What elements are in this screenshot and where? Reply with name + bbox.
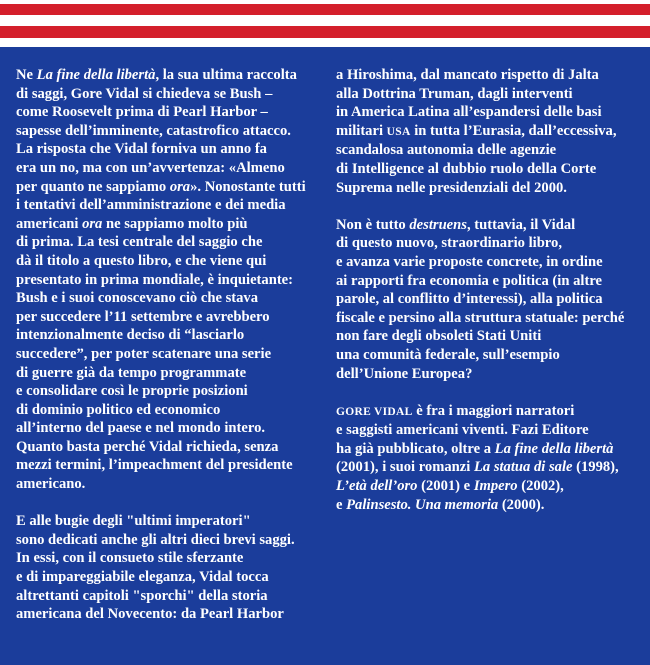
text-run: era un no, ma con un’avvertenza: «Almeno — [16, 159, 285, 176]
text-run: all’interno del paese e nel mondo intero. — [16, 420, 266, 437]
text-run: come Roosevelt prima di Pearl Harbor – — [16, 104, 268, 121]
left-column — [16, 66, 332, 642]
text-run: e — [336, 496, 347, 513]
text-run: e consolidare così le proprie posizioni — [16, 383, 248, 400]
text-line — [336, 421, 636, 440]
text-line — [16, 475, 332, 494]
small-caps-run: USA — [386, 125, 411, 138]
text-run: succedere”, per poter scatenare una serie — [16, 345, 272, 362]
text-line — [336, 141, 636, 160]
text-run: americani — [16, 215, 83, 232]
text-run: militari — [336, 122, 387, 139]
text-run: Bush e i suoi conoscevano ciò che stava — [16, 290, 259, 307]
paragraph — [16, 66, 332, 494]
text-line — [16, 605, 332, 624]
text-run: scandalosa autonomia delle agenzie — [336, 142, 557, 159]
text-line — [336, 272, 636, 291]
text-line — [336, 440, 636, 459]
text-line — [16, 456, 332, 475]
text-line — [336, 365, 636, 384]
text-run: La risposta che Vidal forniva un anno fa — [16, 141, 267, 158]
text-run: Quanto basta perché Vidal richieda, senza — [16, 438, 279, 455]
text-line — [16, 103, 332, 122]
text-run: americano. — [16, 476, 86, 493]
text-line — [336, 234, 636, 253]
paragraph — [336, 66, 636, 197]
text-line — [336, 496, 636, 515]
text-run: in America Latina all’espandersi delle basi — [336, 104, 602, 121]
text-run: Non è tutto — [336, 216, 410, 233]
text-line — [16, 308, 332, 327]
text-run: fiscale e persino alla struttura statuale: perché — [336, 309, 625, 326]
text-line — [336, 402, 636, 422]
text-line — [16, 252, 332, 271]
text-line — [336, 122, 636, 142]
text-run: , la sua ultima raccolta — [155, 67, 297, 83]
text-line — [16, 85, 332, 104]
text-line — [336, 458, 636, 477]
text-run: e saggisti americani viventi. Fazi Editore — [336, 422, 589, 439]
text-run: presentato in prima mondiale, è inquietante: — [16, 271, 294, 288]
text-line — [336, 327, 636, 346]
italic-run: La fine della libertà — [36, 67, 156, 83]
text-run: ha già pubblicato, oltre a — [336, 440, 495, 457]
text-run: E alle bugie degli "ultimi imperatori" — [16, 513, 251, 530]
text-run: Ne — [16, 67, 37, 83]
text-line — [16, 178, 332, 197]
text-run: (2002), — [517, 478, 564, 495]
text-line — [16, 326, 332, 345]
italic-run: Palinsesto. Una memoria — [346, 496, 499, 513]
right-column — [336, 66, 636, 533]
text-run: ai rapporti fra economia e politica (in altre — [336, 272, 603, 289]
text-line — [16, 531, 332, 550]
text-line — [16, 66, 332, 85]
text-run: una comunità federale, sull’esempio — [336, 346, 560, 363]
text-line — [336, 103, 636, 122]
italic-run: ora — [82, 215, 103, 232]
text-run: intenzionalmente deciso di “lasciarlo — [16, 327, 245, 344]
text-run: di prima. La tesi centrale del saggio che — [16, 234, 263, 251]
text-line — [336, 179, 636, 198]
text-run: sono dedicati anche gli altri dieci brevi saggi. — [16, 531, 295, 548]
text-line — [16, 401, 332, 420]
text-run: In essi, con il consueto stile sferzante — [16, 550, 244, 567]
italic-run: destruens — [409, 216, 467, 233]
text-run: per quanto ne sappiamo — [16, 178, 170, 195]
text-run: (2000). — [498, 496, 545, 513]
text-line — [16, 568, 332, 587]
text-line — [336, 346, 636, 365]
red-stripe-top — [0, 4, 650, 15]
text-run: in tutta l’Eurasia, dall’eccessiva, — [410, 122, 617, 139]
italic-run: L’età dell’oro — [336, 478, 418, 495]
text-run: e avanza varie proposte concrete, in ordine — [336, 253, 603, 270]
text-run: americana del Novecento: da Pearl Harbor — [16, 606, 284, 623]
text-line — [336, 160, 636, 179]
text-line — [16, 512, 332, 531]
text-line — [336, 309, 636, 328]
text-line — [336, 290, 636, 309]
text-run: altrettanti capitoli "sporchi" della storia — [16, 587, 268, 604]
text-run: a Hiroshima, dal mancato rispetto di Jalta — [336, 67, 599, 83]
text-run: per succedere l’11 settembre e avrebbero — [16, 308, 270, 325]
text-run: di guerre già da tempo programmate — [16, 364, 247, 381]
text-run: , tuttavia, il Vidal — [466, 216, 576, 233]
text-run: non fare degli obsoleti Stati Uniti — [336, 328, 542, 345]
red-stripe-bottom — [0, 26, 650, 38]
text-line — [336, 216, 636, 235]
text-run: ne sappiamo molto più — [102, 215, 248, 232]
text-run: di questo nuovo, straordinario libro, — [336, 235, 562, 252]
text-run: (2001) e — [417, 478, 474, 495]
text-line — [16, 233, 332, 252]
text-line — [16, 587, 332, 606]
text-line — [336, 477, 636, 496]
text-run: (1998), — [572, 459, 619, 476]
text-run: è fra i maggiori narratori — [412, 402, 575, 419]
text-line — [16, 159, 332, 178]
text-run: parole, al conflitto d’interessi), alla politica — [336, 291, 603, 308]
text-line — [16, 196, 332, 215]
text-run: ». Nonostante tutti — [190, 178, 306, 195]
text-run: dà il titolo a questo libro, e che viene qui — [16, 252, 267, 269]
text-run: di dominio politico ed economico — [16, 401, 221, 418]
text-run: e di impareggiabile eleganza, Vidal tocca — [16, 569, 269, 586]
text-run: (2001), i suoi romanzi — [336, 459, 474, 476]
italic-run: La statua di sale — [473, 459, 573, 476]
paragraph — [16, 512, 332, 624]
text-line — [336, 85, 636, 104]
text-run: di saggi, Gore Vidal si chiedeva se Bush – — [16, 85, 273, 102]
text-line — [16, 345, 332, 364]
italic-run: Impero — [473, 478, 518, 495]
paragraph — [336, 216, 636, 383]
text-run: alla Dottrina Truman, dagli interventi — [336, 85, 573, 102]
text-line — [16, 215, 332, 234]
text-run: di Intelligence al dubbio ruolo della Corte — [336, 160, 597, 177]
italic-run: ora — [169, 178, 191, 195]
text-line — [16, 271, 332, 290]
text-line — [16, 122, 332, 141]
text-run: mezzi termini, l’impeachment del presidente — [16, 457, 293, 474]
text-line — [336, 253, 636, 272]
italic-run: La fine della libertà — [494, 440, 614, 457]
small-caps-run: GORE VIDAL — [336, 405, 413, 418]
text-line — [16, 289, 332, 308]
text-line — [16, 140, 332, 159]
text-run: i tentativi dell’amministrazione e dei media — [16, 197, 286, 214]
text-run: sapesse dell’imminente, catastrofico attacco. — [16, 122, 291, 139]
text-line — [16, 438, 332, 457]
text-line — [16, 382, 332, 401]
text-line — [336, 66, 636, 85]
text-line — [16, 419, 332, 438]
text-run: Suprema nelle presidenziali del 2000. — [336, 179, 567, 196]
paragraph — [336, 402, 636, 515]
flag-stripes — [0, 0, 650, 47]
text-run: dell’Unione Europea? — [336, 365, 473, 382]
text-line — [16, 364, 332, 383]
text-line — [16, 549, 332, 568]
